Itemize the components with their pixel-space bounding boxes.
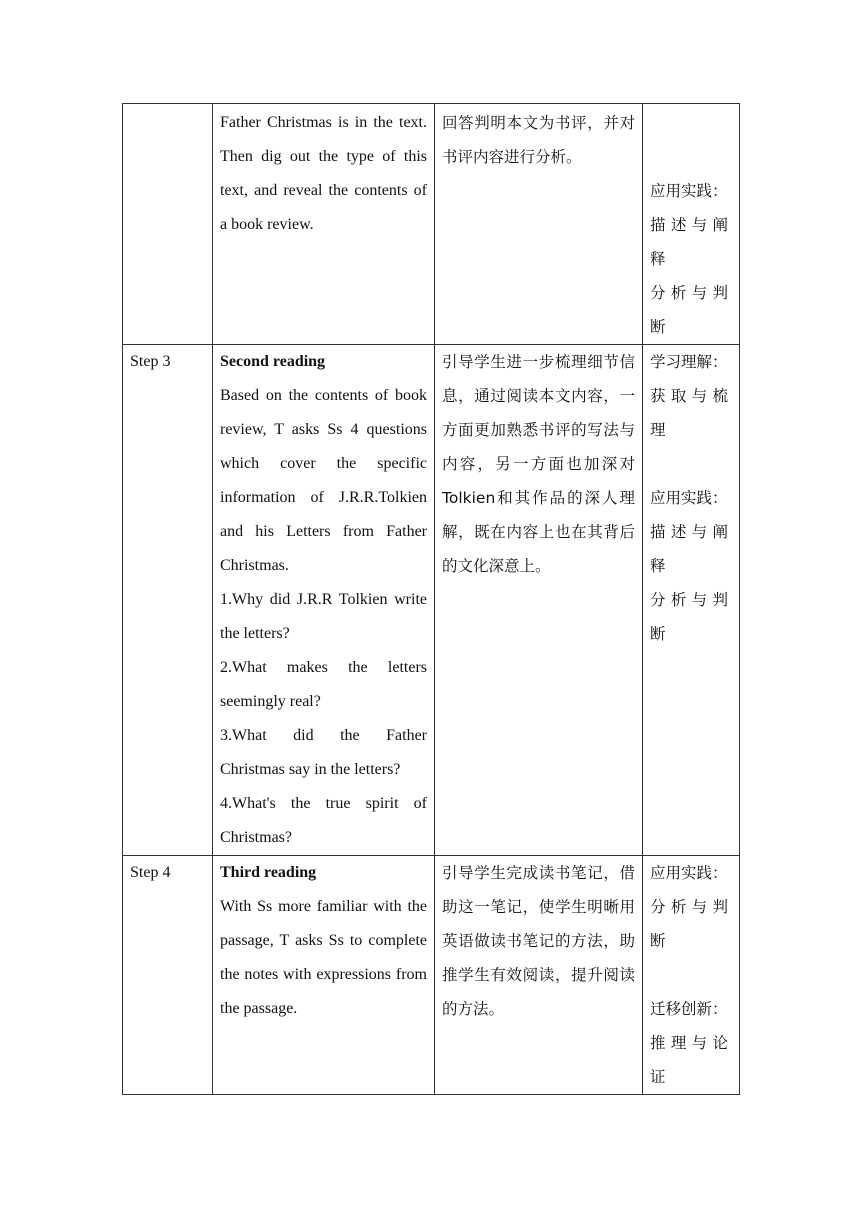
step-cell: Step 4 (123, 856, 213, 1095)
table-row (123, 345, 740, 856)
activity-heading: Second reading (220, 353, 326, 370)
step-cell: Step 3 (123, 345, 213, 856)
skills-line: 应用实践： (650, 182, 728, 200)
question-item: 2.What makes the letters seemingly real? (220, 659, 427, 710)
activity-cell (213, 856, 435, 1095)
skills-line: 分析与判断 (650, 898, 732, 950)
skills-line: 分析与判断 (650, 591, 732, 643)
purpose-cell (435, 104, 643, 345)
skills-line: 应用实践： (650, 864, 728, 882)
table-row (123, 856, 740, 1095)
activity-cell (213, 345, 435, 856)
skills-cell (643, 345, 740, 856)
skills-line: 分析与判断 (650, 284, 732, 336)
table-row (123, 104, 740, 345)
purpose-text: 引导学生完成读书笔记，借助这一笔记，使学生明晰用英语做读书笔记的方法，助推学生有效阅读，提升阅读的方法。 (442, 864, 635, 1018)
purpose-cell (435, 856, 643, 1095)
purpose-cell (435, 345, 643, 856)
skills-line (650, 958, 732, 992)
activity-text: With Ss more familiar with the passage, T asks Ss to complete the notes with expressions from the passage. (220, 898, 427, 1017)
purpose-text: 引导学生进一步梳理细节信息，通过阅读本文内容，一方面更加熟悉书评的写法与内容，另一方面也加深对Tolkien和其作品的深人理解，既在内容上也在其背后的文化深意上。 (442, 353, 635, 575)
skills-line (650, 447, 732, 481)
skills-line: 迁移创新： (650, 1000, 728, 1018)
skills-line: 获取与梳理 (650, 387, 732, 439)
skills-line (650, 140, 732, 174)
skills-line: 描述与阐释 (650, 523, 732, 575)
skills-cell (643, 856, 740, 1095)
question-item: 3.What did the Father Christmas say in the letters? (220, 727, 427, 778)
skills-line (650, 106, 732, 140)
skills-line: 推理与论证 (650, 1034, 732, 1086)
skills-line: 描述与阐释 (650, 216, 732, 268)
question-item: 4.What's the true spirit of Christmas? (220, 795, 427, 846)
purpose-text: 回答判明本文为书评，并对书评内容进行分析。 (442, 114, 635, 166)
question-item: 1.Why did J.R.R Tolkien write the letters? (220, 591, 427, 642)
step-cell (123, 104, 213, 345)
activity-text: Based on the contents of book review, T asks Ss 4 questions which cover the specific information of J.R.R.Tolkien and his Letters from Father Christmas. (220, 387, 427, 574)
activity-text: Father Christmas is in the text. Then dig out the type of this text, and reveal the contents of a book review. (220, 114, 427, 233)
skills-line: 学习理解： (650, 353, 728, 371)
lesson-plan-table (122, 103, 740, 1095)
activity-heading: Third reading (220, 864, 317, 881)
activity-cell (213, 104, 435, 345)
skills-line: 应用实践： (650, 489, 728, 507)
skills-cell (643, 104, 740, 345)
